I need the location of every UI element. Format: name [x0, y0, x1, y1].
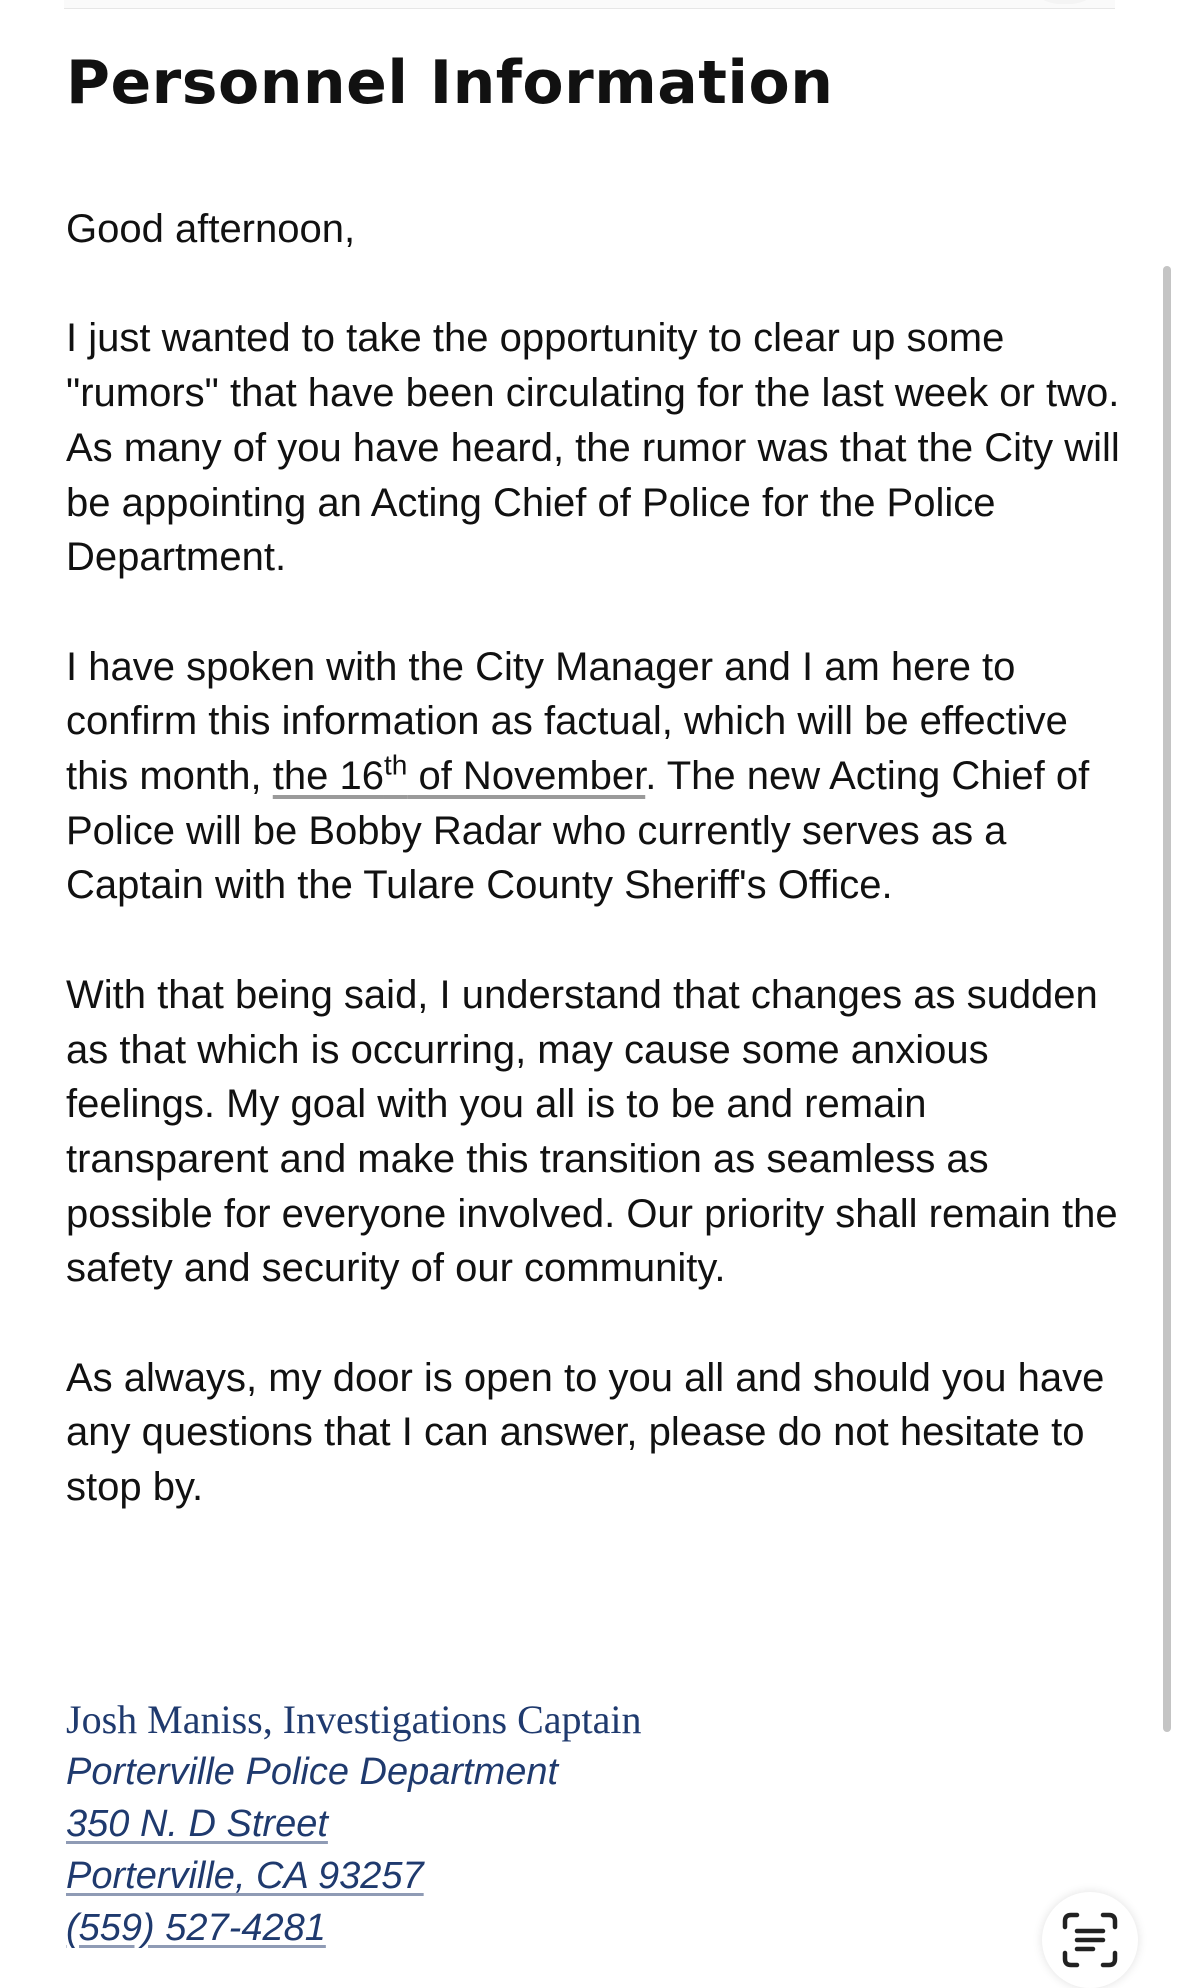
phone-link[interactable]: (559) 527-4281: [66, 1907, 326, 1949]
address-city-link[interactable]: Porterville, CA 93257: [66, 1855, 424, 1897]
greeting: Good afternoon,: [66, 207, 356, 251]
date-link-suffix: of November: [407, 754, 646, 798]
date-link-superscript: th: [383, 749, 408, 781]
signature-department: Porterville Police Department: [66, 1751, 559, 1793]
paragraph-open-door: As always, my door is open to you all and should you have any questions that I can answer, please do not hesitate to stop by.: [66, 1355, 1105, 1510]
email-body: [66, 202, 1126, 1570]
paragraph-rumors: I just wanted to take the opportunity to clear up some "rumors" that have been circulating for the last week or two. As many of you have heard, the rumor was that the City will be appointing an Acting Chief of Police for the Police Department.: [66, 316, 1120, 580]
date-link[interactable]: [272, 749, 646, 798]
paragraph-announcement: [66, 640, 1126, 914]
signature-name: Josh Maniss, Investigations Captain: [66, 1697, 642, 1742]
page-title: Personnel Information: [66, 48, 834, 118]
top-toolbar-edge: [64, 0, 1115, 9]
address-street-link[interactable]: 350 N. D Street: [66, 1803, 328, 1845]
announcement-text-before: I have spoken with the City Manager and I am here to confirm this information as factual, which will be effective this month,: [66, 644, 1068, 798]
paragraph-transition: With that being said, I understand that changes as sudden as that which is occurring, may cause some anxious feelings. My goal with you all is to be and remain transparent and make this transition as seamless as possible for everyone involved. Our priority shall remain the safety and security of our community.: [66, 972, 1118, 1291]
announcement-text-after: . The new Acting Chief of Police will be Bobby Radar who currently serves as a Captain with the Tulare County Sheriff's Office.: [66, 754, 1090, 908]
vertical-scrollbar[interactable]: [1163, 266, 1171, 1732]
date-link-prefix: the 16: [272, 754, 384, 798]
live-text-scan-icon: [1061, 1911, 1119, 1969]
signature-block: [66, 1694, 642, 1954]
